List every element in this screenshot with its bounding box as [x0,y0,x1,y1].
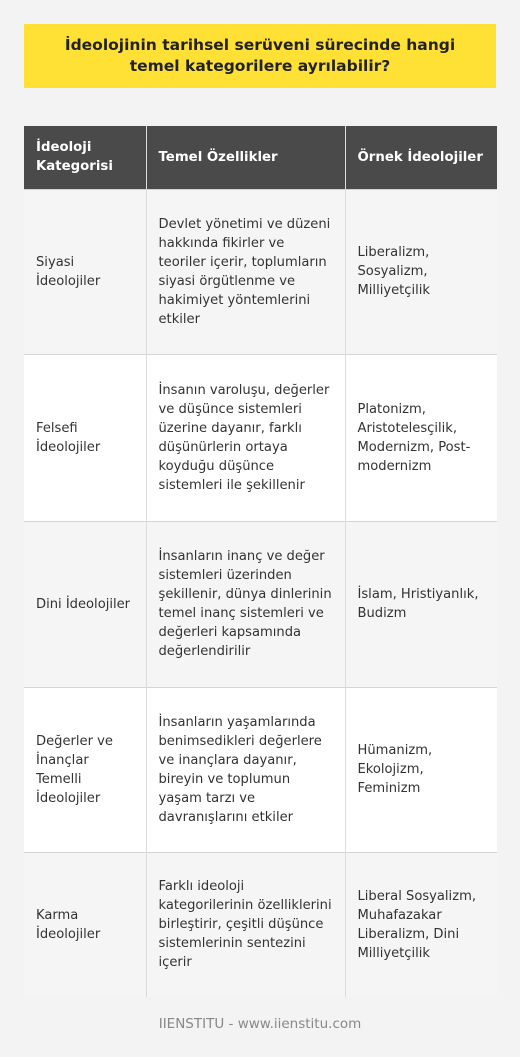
footer-credit: IIENSTITU - www.iienstitu.com [158,1016,362,1032]
ideology-table [24,126,497,997]
table-header-row [24,126,497,189]
cell-features: İnsanın varoluşu, değerler ve düşünce sistemleri üzerine dayanır, farklı düşünürlerin ortaya koyduğu düşünce sistemleri ile şekillenir [146,354,345,521]
header-features: Temel Özellikler [146,126,345,189]
table-row [24,687,497,852]
table-row [24,852,497,997]
cell-features: İnsanların inanç ve değer sistemleri üzerinden şekillenir, dünya dinlerinin temel inanç sistemleri ve değerleri kapsamında değerlendirilir [146,521,345,687]
cell-category: Karma İdeolojiler [24,852,146,997]
header-examples: Örnek İdeolojiler [345,126,497,189]
cell-examples: Hümanizm, Ekolojizm, Feminizm [345,687,497,852]
cell-examples: Liberalizm, Sosyalizm, Milliyetçilik [345,189,497,354]
page-title: İdeolojinin tarihsel serüveni sürecinde hangi temel kategorilere ayrılabilir? [64,36,456,75]
table-row [24,521,497,687]
table-row [24,189,497,354]
cell-features: Farklı ideoloji kategorilerinin özelliklerini birleştirir, çeşitli düşünce sistemlerinin sentezini içerir [146,852,345,997]
header-category: İdeoloji Kategorisi [24,126,146,189]
cell-category: Değerler ve İnançlar Temelli İdeolojiler [24,687,146,852]
cell-features: İnsanların yaşamlarında benimsedikleri değerlere ve inançlara dayanır, bireyin ve toplumun yaşam tarzı ve davranışlarını etkiler [146,687,345,852]
table-row [24,354,497,521]
cell-examples: İslam, Hristiyanlık, Budizm [345,521,497,687]
cell-examples: Liberal Sosyalizm, Muhafazakar Liberalizm, Dini Milliyetçilik [345,852,497,997]
title-banner [24,24,496,88]
cell-category: Siyasi İdeolojiler [24,189,146,354]
cell-examples: Platonizm, Aristotelesçilik, Modernizm, Post-modernizm [345,354,497,521]
cell-category: Felsefi İdeolojiler [24,354,146,521]
cell-category: Dini İdeolojiler [24,521,146,687]
cell-features: Devlet yönetimi ve düzeni hakkında fikirler ve teoriler içerir, toplumların siyasi örgütlenme ve hakimiyet yöntemlerini etkiler [146,189,345,354]
